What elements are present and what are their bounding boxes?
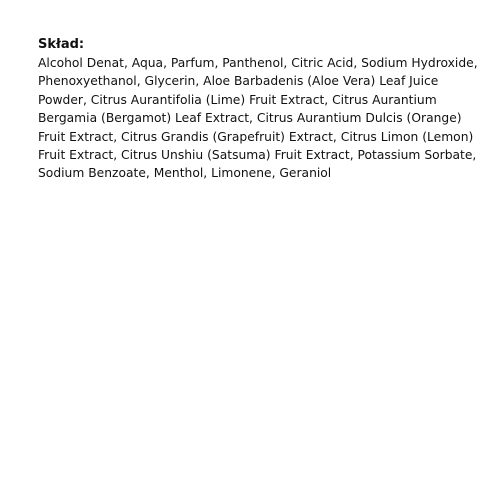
ingredients-heading: Skład: [38,37,85,52]
ingredients-section [38,36,478,183]
ingredients-list-text: Alcohol Denat, Aqua, Parfum, Panthenol, Citric Acid, Sodium Hydroxide, Phenoxyethanol, Glycerin, Aloe Barbadenis (Aloe Vera) Leaf Juice Powder, Citrus Aurantifolia (Lime) Fruit Extract, Citrus Aurantium Bergamia (Bergamot) Leaf Extract, Citrus Aurantium Dulcis (Orange) Fruit Extract, Citrus Grandis (Grapefruit) Extract, Citrus Limon (Lemon) Fruit Extract, Citrus Unshiu (Satsuma) Fruit Extract, Potassium Sorbate, Sodium Benzoate, Menthol, Limonene, Geraniol [38,56,478,181]
